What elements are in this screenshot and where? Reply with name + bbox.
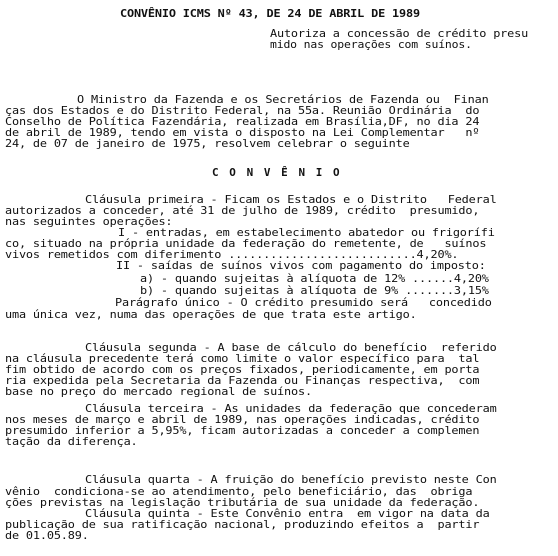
clause-line: na cláusula precedente terá como limite o valor específico para tal bbox=[5, 353, 480, 365]
convenio-heading: C O N V Ê N I O bbox=[212, 167, 342, 179]
clause-line: base no preço do mercado regional de suínos. bbox=[5, 386, 312, 398]
preamble-line: Conselho de Política Fazendária, realizada em Brasília,DF, no dia 24 bbox=[5, 116, 480, 128]
preamble-line: de abril de 1989, tendo em vista o disposto na Lei Complementar nº bbox=[5, 127, 480, 139]
clause-line: presumido inferior a 5,95%, ficam autorizadas a conceder a complemen bbox=[5, 425, 480, 437]
clause-line: publicação de sua ratificação nacional, produzindo efeitos a partir bbox=[5, 519, 480, 531]
clause-line: Cláusula terceira - As unidades da federação que concederam bbox=[85, 403, 497, 415]
clause-line: Cláusula segunda - A base de cálculo do benefício referido bbox=[85, 342, 497, 354]
clause-line: nas seguintes operações: bbox=[5, 216, 173, 228]
preamble-line: 24, de 07 de janeiro de 1975, resolvem celebrar o seguinte bbox=[5, 138, 410, 150]
clause-line: nos meses de março e abril de 1989, nas operações indicadas, crédito bbox=[5, 414, 480, 426]
clause-line: Cláusula quinta - Este Convênio entra em vigor na data da bbox=[85, 508, 490, 520]
preamble-line: ças dos Estados e do Distrito Federal, na 55a. Reunião Ordinária do bbox=[5, 105, 480, 117]
document-title: CONVÊNIO ICMS Nº 43, DE 24 DE ABRIL DE 1989 bbox=[120, 8, 420, 20]
clause-line: Cláusula quarta - A fruição do benefício previsto neste Con bbox=[85, 474, 497, 486]
clause-line: II - saídas de suínos vivos com pagamento do imposto: bbox=[116, 260, 486, 272]
ementa-line: mido nas operações com suínos. bbox=[270, 39, 472, 51]
clause-line: ria expedida pela Secretaria da Fazenda ou Finanças respectiva, com bbox=[5, 375, 480, 387]
clause-line: b) - quando sujeitas à alíquota de 9% .......3,15% bbox=[140, 285, 489, 297]
preamble-line: O Ministro da Fazenda e os Secretários de Fazenda ou Finan bbox=[77, 94, 489, 106]
clause-line: fim obtido de acordo com os preços fixados, periodicamente, em porta bbox=[5, 364, 480, 376]
clause-line: de 01.05.89. bbox=[5, 530, 89, 542]
clause-line: autorizados a conceder, até 31 de julho de 1989, crédito presumido, bbox=[5, 205, 480, 217]
clause-line: I - entradas, em estabelecimento abatedor ou frigorífi bbox=[118, 227, 495, 239]
clause-line: uma única vez, numa das operações de que trata este artigo. bbox=[5, 309, 417, 321]
clause-line: vivos remetidos com diferimento ...........................4,20%. bbox=[5, 249, 459, 261]
clause-line: ções previstas na legislação tributária de sua unidade da federação. bbox=[5, 497, 480, 509]
clause-line: tação da diferença. bbox=[5, 436, 138, 448]
clause-line: a) - quando sujeitas à alíquota de 12% ......4,20% bbox=[140, 273, 489, 285]
clause-line: Parágrafo único - O crédito presumido será concedido bbox=[115, 297, 492, 309]
ementa-line: Autoriza a concessão de crédito presu bbox=[270, 28, 529, 40]
clause-line: Cláusula primeira - Ficam os Estados e o Distrito Federal bbox=[85, 194, 497, 206]
clause-line: vênio condiciona-se ao atendimento, pelo beneficiário, das obriga bbox=[5, 486, 473, 498]
clause-line: co, situado na própria unidade da federação do remetente, de suínos bbox=[5, 238, 487, 250]
